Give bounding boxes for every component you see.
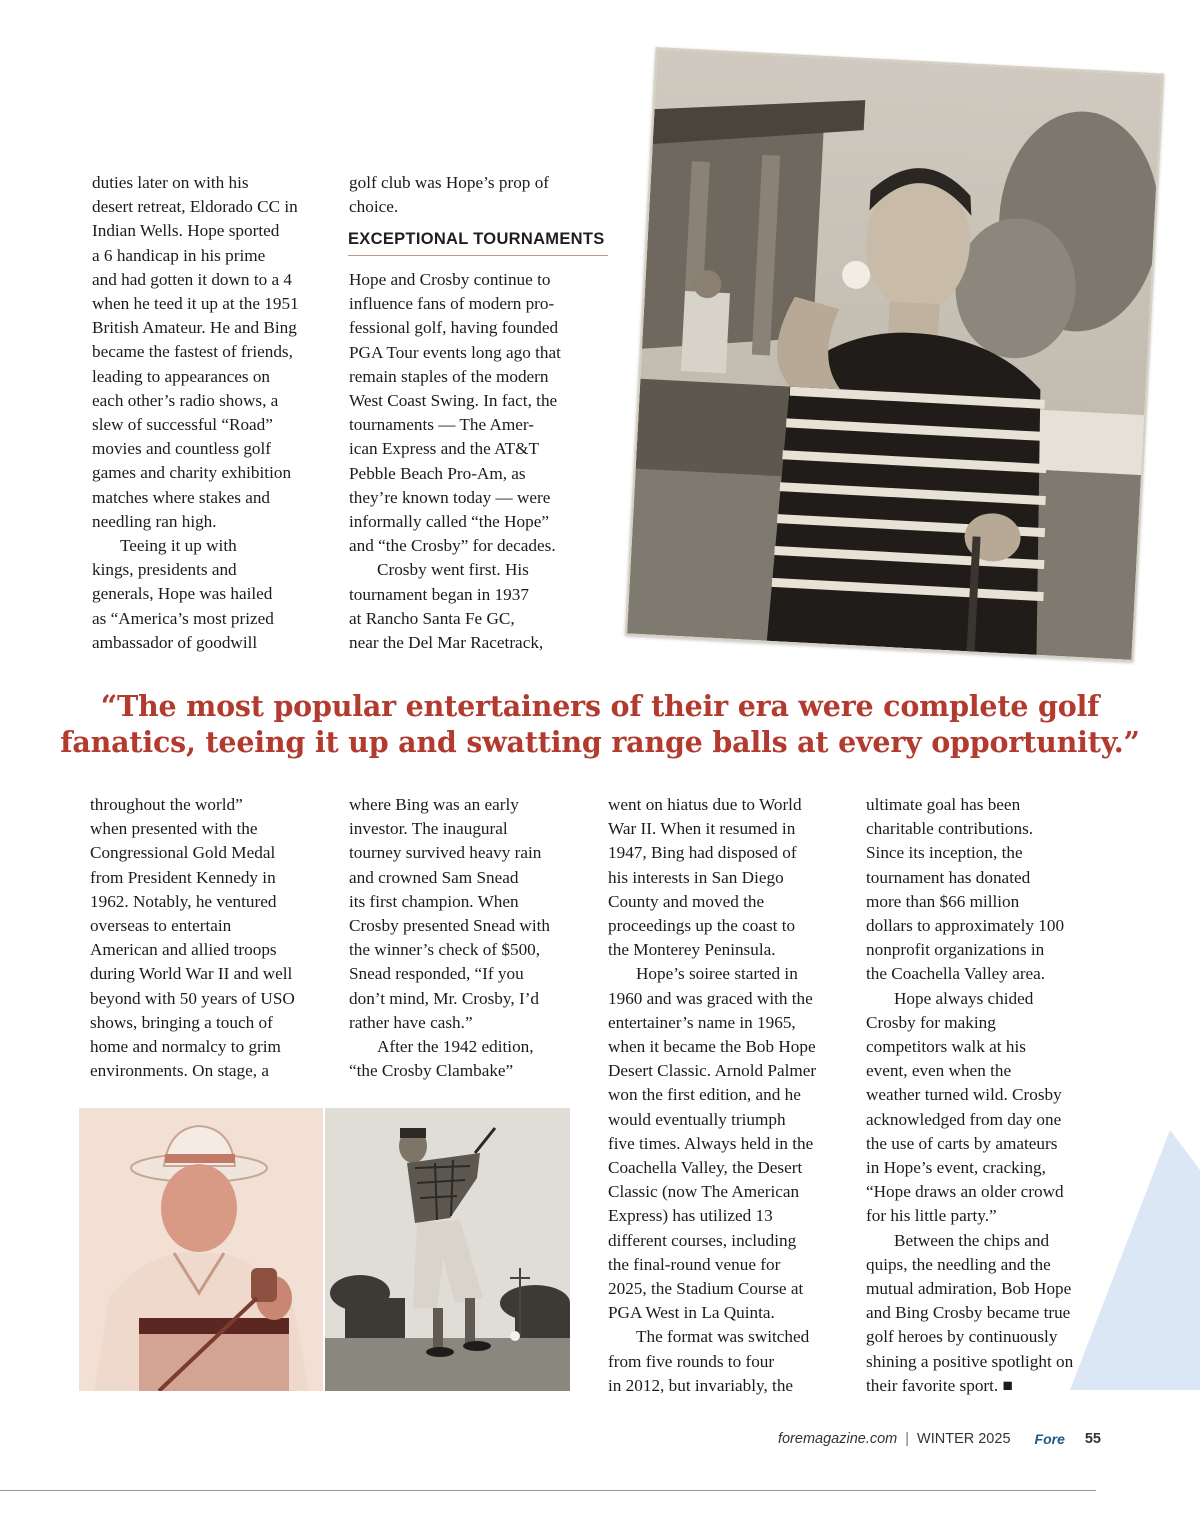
text-line: rather have cash.” — [349, 1012, 473, 1032]
article-column-5 — [608, 793, 848, 1398]
text-line: when presented with the — [90, 819, 258, 839]
text-line: West Coast Swing. In fact, the — [349, 391, 558, 411]
text-line: “Hope draws an older crowd — [866, 1182, 1064, 1202]
text-line: British Amateur. He and Bing — [92, 318, 297, 338]
text-line: choice. — [349, 197, 399, 217]
text-line: Hope’s soiree started in — [636, 964, 798, 984]
text-line: Pebble Beach Pro-Am, as — [349, 463, 526, 483]
text-line: charitable contributions. — [866, 819, 1034, 839]
text-line: during World War II and well — [90, 964, 293, 984]
text-line: investor. The inaugural — [349, 819, 508, 839]
text-line: War II. When it resumed in — [608, 819, 796, 839]
article-column-2 — [349, 268, 589, 655]
text-line: would eventually triumph — [608, 1109, 786, 1129]
text-line: proceedings up the coast to — [608, 916, 796, 936]
text-line: they’re known today — were — [349, 487, 551, 507]
text-line: at Rancho Santa Fe GC, — [349, 608, 515, 628]
text-line: Snead responded, “If you — [349, 964, 524, 984]
text-line: fessional golf, having founded — [349, 318, 559, 338]
text-line: competitors walk at his — [866, 1037, 1026, 1057]
text-line: dollars to approximately 100 — [866, 916, 1065, 936]
text-line: a 6 handicap in his prime — [92, 245, 266, 265]
text-line: went on hiatus due to World — [608, 795, 802, 814]
text-line: each other’s radio shows, a — [92, 390, 279, 410]
text-line: environments. On stage, a — [90, 1061, 269, 1081]
text-line: 1960 and was graced with the — [608, 988, 813, 1008]
text-line: 2025, the Stadium Course at — [608, 1279, 804, 1299]
text-line: fanatics, teeing it up and swatting range balls at every opportunity.” — [60, 725, 1140, 759]
text-line: Congressional Gold Medal — [90, 843, 276, 863]
text-line: Hope always chided — [894, 988, 1034, 1008]
text-line: kings, presidents and — [92, 560, 237, 580]
text-line: games and charity exhibition — [92, 463, 292, 483]
text-line: ambassador of goodwill — [92, 632, 258, 652]
text-line: PGA Tour events long ago that — [349, 342, 561, 362]
text-line: the use of carts by amateurs — [866, 1133, 1058, 1153]
text-line: Teeing it up with — [120, 536, 237, 556]
text-line: influence fans of modern pro- — [349, 294, 555, 314]
article-column-2-top — [349, 171, 609, 219]
bing-crosby-portrait-photo — [79, 1108, 323, 1391]
text-line: PGA West in La Quinta. — [608, 1303, 775, 1323]
text-line: remain staples of the modern — [349, 366, 549, 386]
text-line: and “the Crosby” for decades. — [349, 536, 556, 556]
footer-site: foremagazine.com — [777, 1431, 898, 1447]
text-line: and had gotten it down to a 4 — [92, 269, 293, 289]
footer-separator: | — [905, 1431, 910, 1447]
text-line: in 2012, but invariably, the — [608, 1375, 794, 1395]
article-column-1 — [92, 171, 332, 655]
text-line: Classic (now The American — [608, 1182, 800, 1202]
text-line: quips, the needling and the — [866, 1254, 1051, 1274]
section-heading: EXCEPTIONAL TOURNAMENTS — [348, 230, 608, 256]
bob-hope-photo — [625, 47, 1164, 662]
text-line: generals, Hope was hailed — [92, 584, 273, 604]
text-line: informally called “the Hope” — [349, 512, 549, 532]
text-line: and crowned Sam Snead — [349, 867, 519, 887]
text-line: won the first edition, and he — [608, 1085, 801, 1105]
article-column-4 — [349, 793, 589, 1083]
text-line: shining a positive spotlight on — [866, 1351, 1074, 1371]
text-line: tournaments — The Amer- — [349, 415, 535, 435]
text-line: Hope and Crosby continue to — [349, 270, 551, 289]
text-line: golf heroes by continuously — [866, 1327, 1058, 1347]
text-line: where Bing was an early — [349, 795, 519, 814]
text-line: from President Kennedy in — [90, 867, 276, 887]
text-line: event, even when the — [866, 1061, 1012, 1081]
text-line: leading to appearances on — [92, 366, 271, 386]
text-line: entertainer’s name in 1965, — [608, 1012, 796, 1032]
text-line: American and allied troops — [90, 940, 277, 960]
text-line: tourney survived heavy rain — [349, 843, 542, 863]
text-line: overseas to entertain — [90, 916, 232, 936]
text-line: “the Crosby Clambake” — [349, 1061, 514, 1081]
text-line: 1947, Bing had disposed of — [608, 843, 797, 863]
text-line: duties later on with his — [92, 173, 249, 192]
text-line: home and normalcy to grim — [90, 1037, 281, 1057]
text-line: its first champion. When — [349, 891, 519, 911]
footer-brand-logo: Fore — [1034, 1431, 1065, 1447]
text-line: and Bing Crosby became true — [866, 1303, 1071, 1323]
text-line: when it became the Bob Hope — [608, 1037, 816, 1057]
text-line: The format was switched — [636, 1327, 810, 1347]
text-line: ican Express and the AT&T — [349, 439, 539, 459]
text-line: nonprofit organizations in — [866, 940, 1045, 960]
text-line: shows, bringing a touch of — [90, 1012, 273, 1032]
text-line: Desert Classic. Arnold Palmer — [608, 1061, 817, 1081]
text-line: needling ran high. — [92, 511, 217, 531]
text-line: slew of successful “Road” — [92, 415, 273, 435]
bing-crosby-swing-photo — [325, 1108, 570, 1391]
text-line: acknowledged from day one — [866, 1109, 1062, 1129]
text-line: five times. Always held in the — [608, 1133, 814, 1153]
text-line: more than $66 million — [866, 891, 1020, 911]
text-line: the Coachella Valley area. — [866, 964, 1046, 984]
footer-issue: WINTER 2025 — [917, 1431, 1011, 1447]
text-line: became the fastest of friends, — [92, 342, 293, 362]
text-line: matches where stakes and — [92, 487, 271, 507]
text-line: his interests in San Diego — [608, 867, 784, 887]
text-line: Crosby presented Snead with — [349, 916, 550, 936]
text-line: their favorite sport. ■ — [866, 1375, 1013, 1395]
text-line: throughout the world” — [90, 795, 243, 814]
text-line: weather turned wild. Crosby — [866, 1085, 1062, 1105]
text-line: Express) has utilized 13 — [608, 1206, 773, 1226]
text-line: for his little party.” — [866, 1206, 997, 1226]
text-line: tournament began in 1937 — [349, 584, 529, 604]
text-line: “The most popular entertainers of their era were complete golf — [100, 689, 1100, 723]
text-line: don’t mind, Mr. Crosby, I’d — [349, 988, 540, 1008]
text-line: Coachella Valley, the Desert — [608, 1158, 803, 1178]
text-line: tournament has donated — [866, 867, 1031, 887]
pull-quote — [40, 688, 1160, 760]
text-line: ultimate goal has been — [866, 795, 1021, 814]
text-line: desert retreat, Eldorado CC in — [92, 197, 298, 217]
text-line: the Monterey Peninsula. — [608, 940, 776, 960]
text-line: in Hope’s event, cracking, — [866, 1158, 1046, 1178]
text-line: After the 1942 edition, — [377, 1037, 534, 1057]
text-line: near the Del Mar Racetrack, — [349, 633, 544, 653]
article-column-3 — [90, 793, 330, 1083]
text-line: County and moved the — [608, 891, 765, 911]
text-line: from five rounds to four — [608, 1351, 775, 1371]
text-line: golf club was Hope’s prop of — [349, 173, 550, 192]
text-line: Between the chips and — [894, 1230, 1050, 1250]
page-number: 55 — [1084, 1431, 1101, 1447]
text-line: movies and countless golf — [92, 439, 272, 459]
page-footer — [778, 1431, 1101, 1447]
text-line: 1962. Notably, he ventured — [90, 891, 277, 911]
text-line: the winner’s check of $500, — [349, 940, 541, 960]
text-line: beyond with 50 years of USO — [90, 988, 295, 1008]
text-line: the final-round venue for — [608, 1254, 781, 1274]
article-column-6 — [866, 793, 1106, 1398]
text-line: when he teed it up at the 1951 — [92, 294, 299, 314]
text-line: Since its inception, the — [866, 843, 1023, 863]
text-line: Crosby went first. His — [377, 560, 529, 580]
footer-rule — [0, 1490, 1096, 1491]
text-line: Indian Wells. Hope sported — [92, 221, 280, 241]
text-line: as “America’s most prized — [92, 608, 274, 628]
text-line: mutual admiration, Bob Hope — [866, 1279, 1072, 1299]
text-line: different courses, including — [608, 1230, 797, 1250]
text-line: Crosby for making — [866, 1012, 996, 1032]
